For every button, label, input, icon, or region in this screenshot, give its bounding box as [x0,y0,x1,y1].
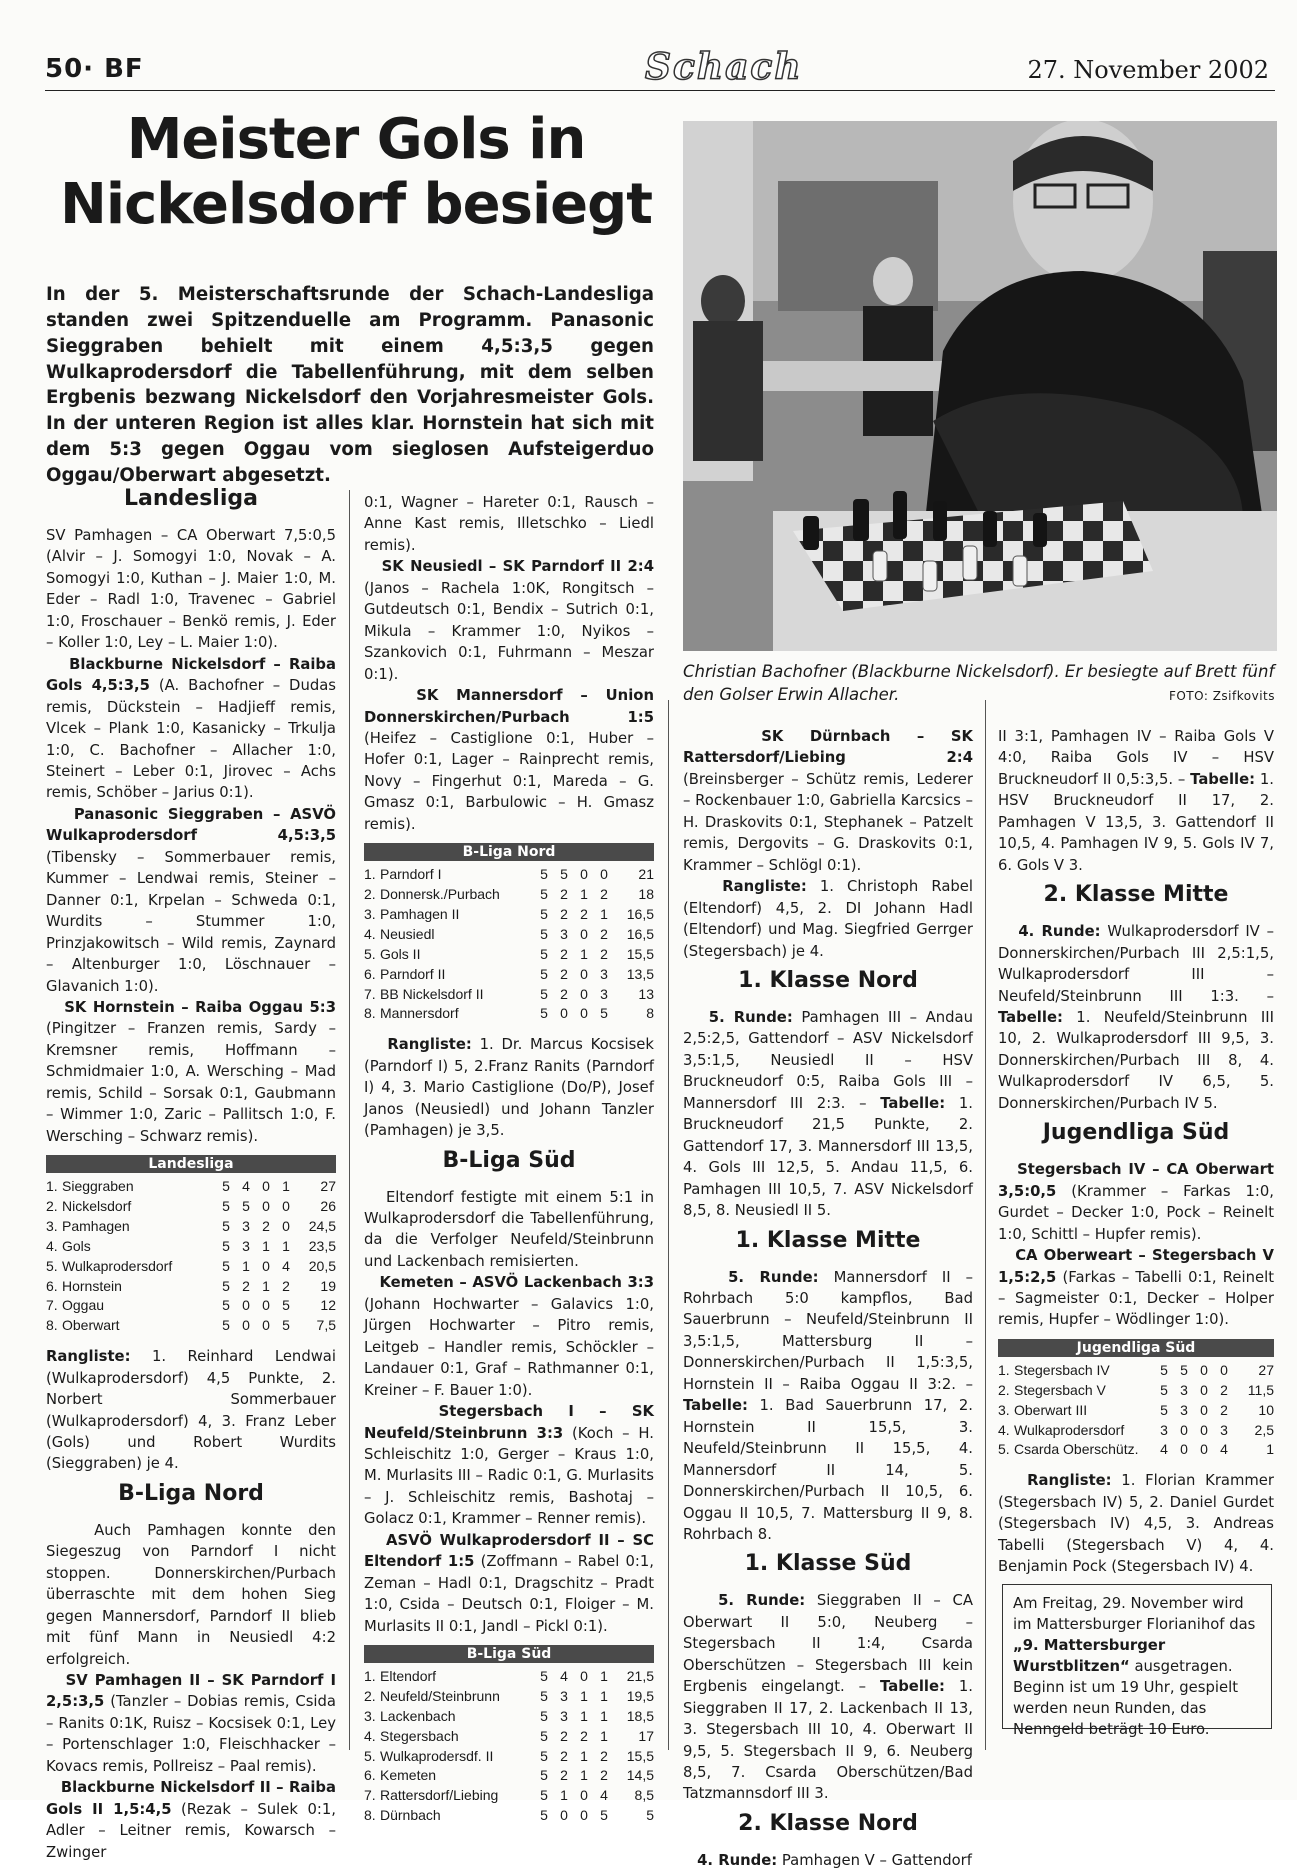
table-cell: 1. [364,1668,376,1685]
table-title: Landesliga [46,1155,336,1173]
jugendliga-table [998,1339,1274,1460]
headline: Meister Gols in Nickelsdorf besiegt [60,107,652,237]
report-1-klasse-mitte: 5. Runde: Mannersdorf II – Rohrbach 5:0 kampflos, Bad Sauerbrunn – Neufeld/Steinbrunn II 3,5:1,5, Mattersburg II – Donnerskirchen/Purbach II 1,5:3,5, Hornstein II – Raiba Oggau II 3:2. – Tabelle: 1. Bad Sauerbrunn 17, 2. Hornstein II 15,5, 3. Neufeld/Steinbrunn II 15,5, 4. Mannersdorf II 14, 5. Donnerskirchen/Purbach II 10,5, 6. Oggau II 10,5, 7. Mattersburg II 9, 8. Rohrbach 8. [683,1268,973,1543]
table-cell: 12 [320,1297,336,1314]
table-cell: 0 [580,925,588,942]
table-cell: 1 [262,1277,270,1294]
column-divider [985,700,986,1750]
table-cell: 4 [282,1257,290,1274]
table-cell: Donnersk./Purbach [380,886,500,903]
table-cell: 18,5 [626,1707,654,1724]
table-row [46,1177,336,1197]
table-cell: 0 [560,1005,568,1022]
table-cell: 6. [46,1277,58,1294]
table-cell: Pamhagen [62,1217,130,1234]
table-cell: 0 [1200,1441,1208,1458]
bliga-nord-intro: Auch Pamhagen konnte den Siegeszug von Parndorf I nicht stoppen. Donnerskirchen/Purbach überraschte mit dem hohen Sieg gegen Mannersdorf, Parndorf II blieb mit fünf Mann in Neusiedl 4:2 erfolgreich. [46,1521,336,1668]
table-row [364,1786,654,1806]
table-cell: 5 [540,1747,548,1764]
table-cell: 15,5 [626,1747,654,1764]
table-row [364,1727,654,1747]
table-row [364,945,654,965]
table-cell: 5 [540,925,548,942]
table-cell: 7,5 [316,1317,336,1334]
table-cell: 0 [580,965,588,982]
column-divider [668,700,669,1750]
table-cell: Wulkaprodersdorf [62,1257,173,1274]
subhead-bliga-sued: B-Liga Süd [442,1147,576,1173]
table-row [364,1687,654,1707]
table-cell: 5 [242,1198,250,1215]
table-cell: 18 [638,886,654,903]
table-row [46,1277,336,1297]
table-cell: 0 [282,1217,290,1234]
table-cell: 4 [600,1787,608,1804]
table-cell: 2 [1220,1381,1228,1398]
table-cell: 2 [262,1217,270,1234]
table-cell: 2 [1220,1401,1228,1418]
table-cell: 1 [600,1687,608,1704]
table-row [364,1806,654,1826]
table-cell: 27 [1258,1361,1274,1378]
table-cell: 0 [1180,1441,1188,1458]
table-cell: 5 [540,906,548,922]
report-neusiedl-parndorf2: SK Neusiedl – SK Parndorf II 2:4 (Janos – Rachela 1:0K, Rongitsch – Gutdeutsch 0:1, Bendix – Sutrich 0:1, Mikula – Krammer 1:0, Nyikos – Szankovich 0:1, Fuhrmann – Meszar 0:1). [364,558,654,683]
table-cell: 5 [540,1005,548,1022]
table-cell: Pamhagen II [380,906,460,922]
subhead-2-klasse-nord: 2. Klasse Nord [738,1810,918,1836]
subhead-1-klasse-sued: 1. Klasse Süd [744,1551,912,1577]
subhead-1-klasse-mitte: 1. Klasse Mitte [735,1227,921,1253]
table-row [998,1401,1274,1421]
subhead-bliga-nord: B-Liga Nord [118,1480,264,1506]
table-cell: 0 [580,1787,588,1804]
table-cell: 1 [560,1787,568,1804]
table-cell: 5 [646,1807,654,1824]
lead-paragraph: In der 5. Meisterschaftsrunde der Schach-Landesliga standen zwei Spitzenduelle am Programm. Panasonic Sieggraben behielt mit einem 4,5:3,5 gegen Wulkaprodersdorf die Tabellenführung, mit dem selben Ergbenis bezwang Nickelsdorf den Vorjahresmeister Gols. In der unteren Region ist alles klar. Hornstein hat sich mit dem 5:3 gegen Oggau vom sieglosen Aufsteigerduo Oggau/Oberwart abgesetzt. [46,284,654,486]
table-cell: 5 [540,945,548,962]
table-cell: Hornstein [62,1277,122,1294]
table-cell: 7. [46,1297,58,1314]
report-wulka2-eltendorf: ASVÖ Wulkaprodersdorf II – SC Eltendorf 1:5 (Zoffmann – Rabel 0:1, Zeman – Hadl 0:1, Dragschitz – Pradt 1:0, Csida – Deutsch 0:1, Floiger – M. Murlasits II 0:1, Jandl – Pickl 0:1). [364,1531,654,1635]
table-cell: 1 [242,1257,250,1274]
table-cell: 3 [560,1707,568,1724]
table-cell: 7. [364,985,376,1002]
table-cell: 5 [282,1297,290,1314]
table-row [998,1361,1274,1381]
table-cell: 5 [1160,1401,1168,1418]
table-cell: Sieggraben [62,1178,134,1195]
subhead-1-klasse-nord: 1. Klasse Nord [738,967,918,993]
table-cell: 0 [580,1668,588,1685]
table-cell: 2 [560,1767,568,1784]
table-cell: 5. [998,1441,1010,1458]
column-1 [46,480,336,1863]
table-cell: 27 [320,1178,336,1195]
table-cell: 0 [262,1178,270,1195]
report-nickelsdorf-gols: Blackburne Nickelsdorf – Raiba Gols 4,5:3,5 (A. Bachofner – Dudas remis, Dückstein – Hadjieff remis, Vlcek – Plank 1:0, Kasanicky – Trkulja 1:0, C. Bachofner – Allacher 1:0, Steinert – Leber 0:1, Jirovec – Achs remis, Schöber – Jarius 0:1). [46,655,336,802]
table-cell: 2 [600,886,608,903]
table-row [364,1747,654,1767]
table-row [46,1296,336,1316]
table-cell: 0 [1200,1401,1208,1418]
table-cell: 5 [540,866,548,883]
table-row [46,1237,336,1257]
table-row [364,925,654,945]
table-cell: Dürnbach [380,1807,441,1824]
table-cell: 2 [600,945,608,962]
table-cell: 3 [600,965,608,982]
table-cell: 2 [600,925,608,942]
table-cell: Neusiedl [380,925,435,942]
table-cell: 8. [46,1317,58,1334]
table-cell: 4 [560,1668,568,1685]
table-cell: 13 [638,985,654,1002]
table-cell: 0 [580,985,588,1002]
table-cell: 1 [580,886,588,903]
landesliga-table [46,1155,336,1336]
bliga-sued-intro: Eltendorf festigte mit einem 5:1 in Wulkaprodersdorf die Tabellenführung, da die Verfolger Neufeld/Steinbrunn und Lackenbach remisierten. [364,1188,654,1270]
table-cell: 5 [600,1005,608,1022]
table-cell: 3 [1180,1381,1188,1398]
table-cell: 4. [998,1421,1010,1438]
table-cell: 3 [560,925,568,942]
photo-illustration [683,121,1277,651]
table-cell: 2 [242,1277,250,1294]
table-cell: 5 [222,1317,230,1334]
table-cell: Csarda Oberschütz. [1014,1441,1139,1458]
table-cell: 5 [222,1178,230,1195]
table-cell: 1 [580,945,588,962]
table-cell: 3 [242,1237,250,1254]
table-cell: 10 [1258,1401,1274,1418]
table-cell: 0 [1200,1361,1208,1378]
table-cell: 1. [46,1178,58,1195]
column-4 [998,726,1274,1578]
table-row [46,1316,336,1336]
table-cell: 1 [600,1727,608,1744]
table-cell: 5 [1180,1361,1188,1378]
table-row [364,965,654,985]
table-cell: 2 [600,1767,608,1784]
table-cell: 3. [998,1401,1010,1418]
table-cell: Wulkaprodersdorf [1014,1421,1125,1438]
table-cell: 1 [600,1668,608,1685]
table-cell: 1 [282,1237,290,1254]
table-cell: Neufeld/Steinbrunn [380,1687,500,1704]
table-cell: 5 [540,1687,548,1704]
section-title: Schach [645,46,803,88]
table-cell: 3 [1160,1421,1168,1438]
page-header [45,46,1275,91]
table-cell: 1. [998,1361,1010,1378]
table-cell: 8,5 [634,1787,654,1804]
table-row [364,1766,654,1786]
bliga-sued-table [364,1645,654,1826]
table-cell: 2. [364,886,376,903]
table-row [364,905,654,925]
report-pamhagen-oberwart: SV Pamhagen – CA Oberwart 7,5:0,5 (Alvir – J. Somogyi 1:0, Novak – A. Somogyi 1:0, Kuthan – J. Maier 1:0, M. Eder – Radl 1:0, Travenec – Gabriel 1:0, Froschauer – Benkö remis, J. Eder – Koller 1:0, Ley – L. Maier 1:0). [46,527,336,652]
table-cell: 1 [600,906,608,922]
table-row [46,1257,336,1277]
table-row [46,1197,336,1217]
table-cell: 0 [262,1297,270,1314]
report-kemeten-lackenbach: Kemeten – ASVÖ Lackenbach 3:3 (Johann Hochwarter – Galavics 1:0, Jürgen Hochwarter – Pitro remis, Leitgeb – Handler remis, Schöckler – Landauer 0:1, Graf – Rathmanner 0:1, Kreiner – F. Bauer 1:0). [364,1274,654,1399]
table-cell: Wulkaprodersdf. II [380,1747,494,1764]
table-row [364,1004,654,1024]
table-cell: 5. [364,1747,376,1764]
table-cell: 6. [364,965,376,982]
table-cell: 5. [364,945,376,962]
report-mannersdorf-donnerskirchen: SK Mannersdorf – Union Donnerskirchen/Purbach 1:5 (Heifez – Castiglione 0:1, Huber – Hofer 0:1, Lager – Rainprecht remis, Novy – Fingerhut 0:1, Mareda – G. Gmasz 0:1, Barbulowic – H. Gmasz remis). [364,687,654,833]
table-cell: 5 [540,1727,548,1744]
table-cell: 5 [540,1668,548,1685]
table-cell: 13,5 [626,965,654,982]
table-cell: Nickelsdorf [62,1198,132,1215]
table-cell: 24,5 [308,1217,336,1234]
table-cell: 5 [540,1787,548,1804]
table-cell: 2 [600,1747,608,1764]
table-cell: Gols II [380,945,421,962]
table-cell: Rattersdorf/Liebing [380,1787,499,1804]
table-cell: 19,5 [626,1687,654,1704]
table-cell: 3. [364,906,376,922]
report-1-klasse-sued: 5. Runde: Sieggraben II – CA Oberwart II 5:0, Neuberg – Stegersbach II 1:4, Csarda Oberschützen – Stegersbach III kein Ergbenis eingelangt. – Tabelle: 1. Sieggraben II 17, 2. Lackenbach II 13, 3. Stegersbach III 10, 4. Oberwart II 9,5, 5. Stegersbach II 9, 6. Neuberg 8,5, 7. Csarda Oberschützen/Bad Tatzmannsdorf III 3. [683,1592,973,1803]
table-cell: Mannersdorf [380,1005,459,1022]
table-row [998,1421,1274,1441]
table-title: Jugendliga Süd [998,1339,1274,1357]
table-cell: 15,5 [626,945,654,962]
report-continued: 0:1, Wagner – Hareter 0:1, Rausch – Anne Kast remis, Illetschko – Liedl remis). [364,494,654,554]
table-cell: Eltendorf [380,1668,437,1685]
table-cell: 21 [638,866,654,883]
table-cell: 1 [580,1707,588,1724]
table-cell: 2 [560,965,568,982]
table-cell: 8. [364,1005,376,1022]
table-cell: 5 [540,1767,548,1784]
table-cell: 20,5 [308,1257,336,1274]
report-2-klasse-nord-cont: II 3:1, Pamhagen IV – Raiba Gols V 4:0, Raiba Gols IV – HSV Bruckneudorf II 0,5:3,5. – Tabelle: 1. HSV Bruckneudorf II 17, 2. Pamhagen V 13,5, 3. Gattendorf II 10,5, 4. Pamhagen IV 9, 5. Gols IV 7, 6. Gols V 3. [998,728,1274,874]
table-cell: 14,5 [626,1767,654,1784]
bliga-nord-table [364,843,654,1024]
table-cell: 5 [540,1707,548,1724]
subhead-jugendliga-sued: Jugendliga Süd [1042,1120,1230,1146]
table-cell: 2 [560,1727,568,1744]
table-cell: 7. [364,1787,376,1804]
report-stegersbach-neufeld: Stegersbach I – SK Neufeld/Steinbrunn 3:3 (Koch – H. Schleischitz 1:0, Gerger – Kraus 1:0, M. Murlasits III – Radic 0:1, G. Murlasits – J. Schleischitz remis, Bashotaj – Golacz 0:1, Krammer – Renner remis). [364,1403,654,1528]
table-cell: 1 [580,1687,588,1704]
table-cell: Oberwart [62,1317,120,1334]
table-cell: 0 [242,1317,250,1334]
table-cell: 0 [242,1297,250,1314]
table-cell: 5 [222,1217,230,1234]
table-cell: 2,5 [1254,1421,1274,1438]
table-cell: 5 [222,1198,230,1215]
column-3 [683,726,973,1871]
table-row [364,1707,654,1727]
table-row [46,1217,336,1237]
table-cell: 5 [1160,1361,1168,1378]
rangliste-landesliga: Rangliste: 1. Reinhard Lendwai (Wulkaprodersdorf) 4,5 Punkte, 2. Norbert Sommerbauer (Wulkaprodersdorf) 4, 3. Franz Leber (Gols) und Robert Wurdits (Sieggraben) je 4. [46,1348,336,1473]
report-pamhagen2-parndorf: SV Pamhagen II – SK Parndorf I 2,5:3,5 (Tanzler – Dobias remis, Csida – Ranits 0:1K, Ruisz – Kocsisek 0:1, Ley – Portenschlager 1:0, Fleischhacker – Kovacs remis, Pollreisz – Paal remis). [46,1672,336,1775]
table-cell: 0 [1200,1381,1208,1398]
table-cell: 5 [540,886,548,903]
photo-credit: FOTO: Zsifkovits [1168,689,1275,703]
table-row [364,885,654,905]
table-cell: 4. [46,1237,58,1254]
report-nickelsdorf2-gols2: Blackburne Nickelsdorf II – Raiba Gols II 1,5:4,5 (Rezak – Sulek 0:1, Adler – Leitner remis, Kowarsch – Zwinger [46,1779,336,1861]
table-row [998,1440,1274,1460]
table-cell: 5 [222,1297,230,1314]
table-row [998,1381,1274,1401]
table-cell: 0 [580,866,588,883]
table-cell: 0 [282,1198,290,1215]
table-cell: 5 [540,1807,548,1824]
table-cell: 8 [646,1005,654,1022]
table-cell: 19 [320,1277,336,1294]
rangliste-jugendliga: Rangliste: 1. Florian Krammer (Stegersbach IV) 5, 2. Daniel Gurdet (Stegersbach IV) 4,5, 3. Andreas Tabelli (Stegersbach V) 4, 4. Benjamin Pock (Stegersbach IV) 4. [998,1472,1274,1576]
table-cell: 0 [1220,1361,1228,1378]
table-cell: 3. [46,1217,58,1234]
report-1-klasse-nord: 5. Runde: Pamhagen III – Andau 2,5:2,5, Gattendorf – ASV Nickelsdorf 3,5:1,5, Neusiedl II – HSV Bruckneudorf 0:5, Raiba Gols III – Mannersdorf III 2:3. – Tabelle: 1. Bruckneudorf 21,5 Punkte, 2. Gattendorf 17, 3. Mannersdorf III 13,5, 4. Gols III 12,5, 5. Andau 11,5, 6. Pamhagen III 10,5, 7. ASV Nickelsdorf 8,5, 8. Neusiedl II 5. [683,1008,974,1220]
table-cell: 3 [1220,1421,1228,1438]
table-cell: 0 [1180,1421,1188,1438]
table-cell: 2. [46,1198,58,1215]
table-cell: 0 [262,1198,270,1215]
table-cell: 1 [580,1747,588,1764]
table-row [364,1667,654,1687]
table-cell: 2 [560,1747,568,1764]
table-cell: 0 [262,1257,270,1274]
report-sieggraben-wulka: Panasonic Sieggraben – ASVÖ Wulkaprodersdorf 4,5:3,5 (Tibensky – Sommerbauer remis, Kummer – Lendwai remis, Steiner – Danner 0:1, Krpelan – Schweda 0:1, Wurdits – Stummer 1:0, Prinzjakowitsch – Wild remis, Zaynard – Altenburger 1:0, Löschnauer – Glavanich 1:0). [46,805,336,995]
table-cell: 0 [580,1807,588,1824]
table-cell: Oberwart III [1014,1401,1088,1418]
table-cell: 1 [282,1178,290,1195]
table-cell: 8. [364,1807,376,1824]
report-duernbach-rattersdorf: SK Dürnbach – SK Rattersdorf/Liebing 2:4 (Breinsberger – Schütz remis, Lederer – Rockenbauer 1:0, Gabriella Karcsics – H. Draskovits 0:1, Stephanek – Patzelt remis, Dergovits – G. Draskovits 0:1, Krammer – Schlögl 0:1). [683,728,973,874]
table-cell: 16,5 [626,906,654,922]
table-cell: 0 [1200,1421,1208,1438]
table-cell: 5 [222,1277,230,1294]
table-cell: 0 [580,1005,588,1022]
table-cell: 3 [242,1217,250,1234]
table-cell: 0 [560,1807,568,1824]
table-cell: 2 [560,985,568,1002]
rangliste-bliga-nord: Rangliste: 1. Dr. Marcus Kocsisek (Parndorf I) 5, 2.Franz Ranits (Parndorf I) 4, 3. Mario Castiglione (Do/P), Josef Janos (Neusiedl) und Johann Tanzler (Pamhagen) je 3,5. [364,1036,654,1140]
report-2-klasse-mitte: 4. Runde: Wulkaprodersdorf IV – Donnerskirchen/Purbach III 2,5:1,5, Wulkaprodersdorf III – Neufeld/Steinbrunn III 1:3. – Tabelle: 1. Neufeld/Steinbrunn III 10, 2. Wulkaprodersdorf III 9,5, 3. Donnerskirchen/Purbach III 8, 4. Wulkaprodersdorf IV 6,5, 5. Donnerskirchen/Purbach IV 5. [998,923,1274,1112]
table-cell: 5 [540,965,548,982]
table-cell: 11,5 [1247,1381,1274,1398]
table-cell: Stegersbach [380,1727,459,1744]
table-cell: BB Nickelsdorf II [380,985,484,1002]
table-cell: 3. [364,1707,376,1724]
table-cell: Kemeten [380,1767,437,1784]
table-cell: Stegersbach IV [1014,1361,1110,1378]
table-cell: 21,5 [626,1668,654,1685]
table-cell: 5 [560,866,568,883]
table-cell: 5 [222,1257,230,1274]
table-title: B-Liga Süd [364,1645,654,1663]
table-cell: 2 [560,886,568,903]
table-cell: 16,5 [626,925,654,942]
table-cell: 2 [282,1277,290,1294]
table-cell: 5 [1160,1381,1168,1398]
report-stegersbach4-oberwart: Stegersbach IV – CA Oberwart 3,5:0,5 (Krammer – Farkas 1:0, Gurdet – Decker 1:0, Pock – Reinelt 1:0, Schittl – Hupfer remis). [998,1161,1274,1243]
table-cell: 26 [320,1198,336,1215]
report-hornstein-oggau: SK Hornstein – Raiba Oggau 5:3 (Pingitzer – Franzen remis, Sardy – Kremsner remis, Hoffmann – Schmidmaier 1:0, A. Wersching – Mad remis, Schild – Sorsak 0:1, Gaubmann – Wimmer 1:0, Zaric – Pallitsch 1:0, F. Wersching – Schwarz remis). [46,998,336,1145]
table-row [364,985,654,1005]
table-cell: 2 [560,906,568,922]
table-cell: 1 [1266,1441,1274,1458]
table-title: B-Liga Nord [364,843,654,861]
table-cell: 3 [1180,1401,1188,1418]
table-cell: 0 [600,866,608,883]
table-cell: 4 [242,1178,250,1195]
table-cell: 4. [364,1727,376,1744]
table-cell: 1 [600,1707,608,1724]
page-number: 50· BF [45,54,144,84]
table-cell: Oggau [62,1297,105,1314]
table-cell: Stegersbach V [1014,1381,1106,1398]
table-cell: 2. [364,1687,376,1704]
table-cell: 5 [600,1807,608,1824]
table-cell: 2 [580,1727,588,1744]
rangliste-bliga-sued: Rangliste: 1. Christoph Rabel (Eltendorf) 4,5, 2. DI Johann Hadl (Eltendorf) und Mag. Siegfried Gerrger (Stegersbach) je 4. [683,878,973,960]
table-cell: 3 [560,1687,568,1704]
table-cell: 2. [998,1381,1010,1398]
table-cell: 23,5 [308,1237,336,1254]
table-cell: 1 [580,1767,588,1784]
table-cell: 3 [600,985,608,1002]
column-divider [349,490,350,1750]
table-cell: 5 [282,1317,290,1334]
table-cell: 17 [638,1727,654,1744]
table-cell: 5. [46,1257,58,1274]
photo-caption: Christian Bachofner (Blackburne Nickelsdorf). Er besiegte auf Brett fünf den Golser Erwin Allacher. [683,662,1275,705]
report-2-klasse-nord: 4. Runde: Pamhagen V – Gattendorf [697,1851,972,1869]
table-cell: 6. [364,1767,376,1784]
column-2 [364,492,654,1836]
table-cell: Parndorf II [380,965,446,982]
table-cell: Lackenbach [380,1707,456,1724]
table-cell: 2 [580,906,588,922]
announcement-box: Am Freitag, 29. November wird im Mattersburger Florianihof das „9. Mattersburger Wurstblitzen“ ausgetragen. Beginn ist um 19 Uhr, gespielt werden neun Runden, das Nenngeld beträgt 10 Euro. [1002,1584,1272,1729]
table-cell: 5 [222,1237,230,1254]
table-cell: 1 [262,1237,270,1254]
table-cell: 5 [540,985,548,1002]
table-cell: 4 [1160,1441,1168,1458]
table-cell: Gols [62,1237,91,1254]
table-cell: 4 [1220,1441,1228,1458]
table-cell: 1. [364,866,376,883]
table-cell: 0 [262,1317,270,1334]
table-cell: 2 [560,945,568,962]
table-cell: Parndorf I [380,866,442,883]
chess-player-photo [683,121,1277,651]
report-oberwart-stegersbach5: CA Oberweart – Stegersbach V 1,5:2,5 (Farkas – Tabelli 0:1, Reinelt – Sagmeister 0:1, Decker – Holper remis, Hupfer – Wödlinger 1:0). [998,1247,1274,1329]
issue-date: 27. November 2002 [1027,56,1269,84]
table-row [364,865,654,885]
subhead-landesliga: Landesliga [124,486,258,511]
table-cell: 4. [364,925,376,942]
subhead-2-klasse-mitte: 2. Klasse Mitte [1043,882,1229,908]
